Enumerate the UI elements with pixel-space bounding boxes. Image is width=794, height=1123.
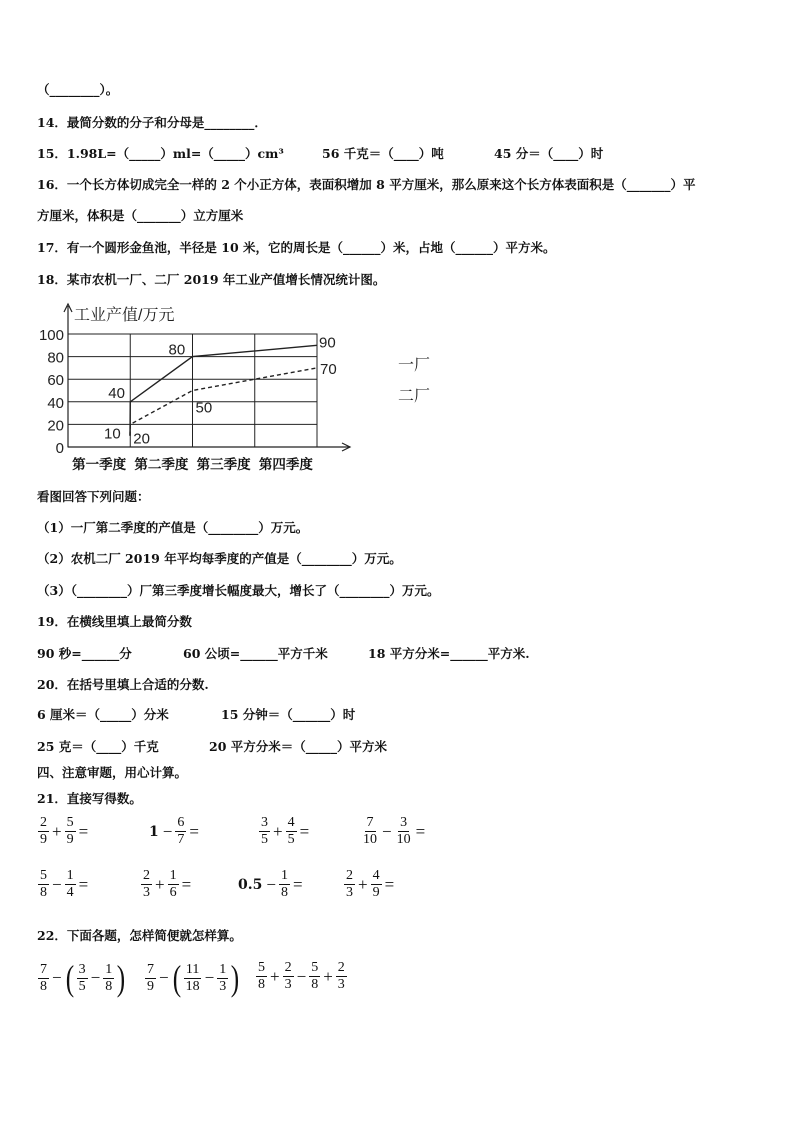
industrial-output-line-chart xyxy=(30,302,370,477)
fraction: $\frac{1}{4}$ xyxy=(66,868,74,900)
legend-factory-2: 二厂 xyxy=(398,388,431,405)
q18-sub-3: （3）（________）厂第三季度增长幅度最大，增长了（________）万元。 xyxy=(37,583,440,598)
calc-expr-6: $\frac{2}{3}$ + $\frac{1}{6}$ = xyxy=(143,868,192,900)
fraction: $\frac{1}{6}$ xyxy=(169,868,177,900)
calc-expr-1: $\frac{2}{9}$ + $\frac{5}{9}$ = xyxy=(40,815,89,847)
fraction: $\frac{5}{8}$ xyxy=(40,868,47,900)
y-tick-label: 60 xyxy=(47,372,64,390)
q13-tail: （________）。 xyxy=(37,82,119,97)
q16-b: 方厘米，体积是（_______）立方厘米 xyxy=(37,208,244,223)
fraction: $\frac{3}{5}$ xyxy=(78,961,86,994)
look-instruction: 看图回答下列问题： xyxy=(37,489,150,504)
y-tick-label: 100 xyxy=(38,327,64,344)
calc-expr-3: $\frac{3}{5}$ + $\frac{4}{5}$ = xyxy=(261,815,310,847)
data-label: 10 xyxy=(104,425,121,443)
q18-sub-1: （1）一厂第二季度的产值是（________）万元。 xyxy=(37,520,309,535)
q22: 22．下面各题，怎样简便就怎样算。 xyxy=(37,928,242,943)
simplify-expr-2: $\frac{7}{9}$ − ( $\frac{11}{18}$ − $\frac{1}{3}$ ) xyxy=(147,958,240,998)
q15-c: 45 分＝（____）时 xyxy=(494,146,604,161)
x-category-label: 第三季度 xyxy=(196,457,251,473)
q19: 19．在横线里填上最简分数 xyxy=(37,614,192,629)
fraction: $\frac{3}{10}$ xyxy=(396,815,411,847)
q18-sub-2: （2）农机二厂 2019 年平均每季度的产值是（________）万元。 xyxy=(37,551,402,566)
q18: 18．某市农机一厂、二厂 2019 年工业产值增长情况统计图。 xyxy=(37,272,386,287)
calc-expr-4: $\frac{7}{10}$ − $\frac{3}{10}$ = xyxy=(363,815,426,847)
fraction: $\frac{7}{8}$ xyxy=(40,961,47,994)
calc-expr-2: 1 − $\frac{6}{7}$ = xyxy=(149,815,199,847)
q15-a: 15．1.98L=（_____）ml=（_____）cm³ xyxy=(37,146,284,161)
fraction: $\frac{5}{8}$ xyxy=(258,960,265,992)
calc-expr-5: $\frac{5}{8}$ − $\frac{1}{4}$ = xyxy=(40,868,89,900)
calc-expr-7: 0.5 − $\frac{1}{8}$ = xyxy=(238,868,303,900)
series-line-factory-1 xyxy=(130,345,317,435)
fraction: $\frac{7}{9}$ xyxy=(147,961,154,994)
legend-factory-1: 一厂 xyxy=(398,357,431,374)
chart-title: 工业产值/万元 xyxy=(74,307,175,324)
fraction: $\frac{1}{3}$ xyxy=(219,961,227,994)
simplify-expr-1: $\frac{7}{8}$ − ( $\frac{3}{5}$ − $\frac{1}{8}$ ) xyxy=(40,958,126,998)
q20-d: 20 平方分米＝（_____）平方米 xyxy=(209,739,387,754)
fraction: $\frac{11}{18}$ xyxy=(185,961,200,994)
fraction: $\frac{4}{5}$ xyxy=(287,815,295,847)
section-4-heading: 四、注意审题，用心计算。 xyxy=(37,765,188,780)
data-label: 40 xyxy=(108,384,125,402)
fraction: $\frac{4}{9}$ xyxy=(372,868,380,900)
x-category-label: 第二季度 xyxy=(134,457,189,473)
q16-a: 16．一个长方体切成完全一样的 2 个小正方体，表面积增加 8 平方厘米，那么原来这个长方体表面积是（_______）平 xyxy=(37,177,696,192)
q19-c: 18 平方分米=______平方米. xyxy=(368,646,530,661)
q20-a: 6 厘米＝（_____）分米 xyxy=(37,707,169,722)
fraction: $\frac{2}{9}$ xyxy=(40,815,47,847)
q15-b: 56 千克＝（____）吨 xyxy=(322,146,444,161)
q19-a: 90 秒=______分 xyxy=(37,646,132,661)
q20: 20．在括号里填上合适的分数. xyxy=(37,677,209,692)
y-tick-label: 80 xyxy=(47,349,64,367)
fraction: $\frac{2}{3}$ xyxy=(284,960,292,992)
fraction: $\frac{1}{8}$ xyxy=(105,961,113,994)
x-category-label: 第一季度 xyxy=(72,457,127,473)
x-category-label: 第四季度 xyxy=(258,457,313,473)
data-label: 90 xyxy=(319,334,336,352)
fraction: $\frac{3}{5}$ xyxy=(261,815,268,847)
y-tick-label: 0 xyxy=(55,440,64,457)
calc-expr-8: $\frac{2}{3}$ + $\frac{4}{9}$ = xyxy=(346,868,395,900)
data-label: 80 xyxy=(168,341,186,359)
q21: 21．直接写得数。 xyxy=(37,791,142,806)
data-label: 50 xyxy=(195,399,213,417)
fraction: $\frac{7}{10}$ xyxy=(363,815,377,847)
y-tick-label: 40 xyxy=(47,394,64,412)
fraction: $\frac{1}{8}$ xyxy=(280,868,288,900)
fraction: $\frac{2}{3}$ xyxy=(337,960,345,992)
fraction: $\frac{2}{3}$ xyxy=(346,868,353,900)
fraction: $\frac{6}{7}$ xyxy=(177,815,185,847)
data-label: 70 xyxy=(320,360,337,378)
fraction: $\frac{5}{9}$ xyxy=(66,815,74,847)
y-tick-label: 20 xyxy=(47,417,64,435)
data-label: 20 xyxy=(133,430,150,448)
simplify-expr-3: $\frac{5}{8}$ + $\frac{2}{3}$ − $\frac{5}{8}$ + $\frac{2}{3}$ xyxy=(258,960,345,992)
q20-b: 15 分钟＝（______）时 xyxy=(221,707,356,722)
q20-c: 25 克＝（____）千克 xyxy=(37,739,159,754)
q14: 14．最简分数的分子和分母是________． xyxy=(37,115,267,130)
fraction: $\frac{2}{3}$ xyxy=(143,868,150,900)
q17: 17．有一个圆形金鱼池，半径是 10 米，它的周长是（______）米，占地（______）平方米。 xyxy=(37,240,556,255)
fraction: $\frac{5}{8}$ xyxy=(311,960,319,992)
q19-b: 60 公顷=______平方千米 xyxy=(183,646,328,661)
